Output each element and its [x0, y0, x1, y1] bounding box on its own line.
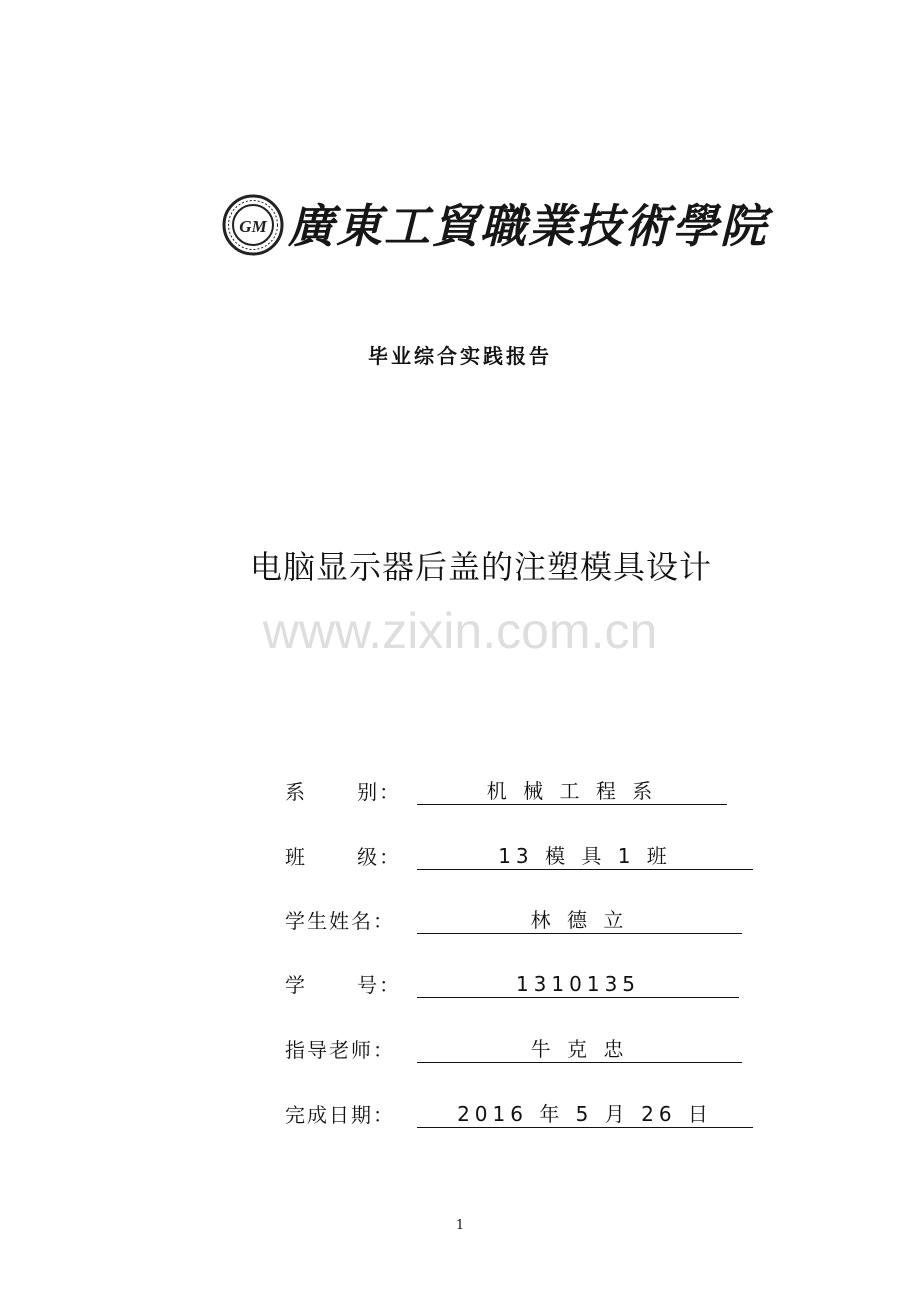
page-number: 1 — [455, 1218, 465, 1233]
class-label: 班 级： — [285, 845, 402, 869]
school-logo — [222, 192, 768, 260]
school-seal-icon — [222, 194, 284, 256]
class-value: 13 模 具 1 班 — [417, 843, 753, 870]
completion-date-value: 2016 年 5 月 26 日 — [417, 1101, 753, 1128]
student-name-value: 林 德 立 — [417, 907, 742, 934]
student-name-label: 学生姓名： — [285, 909, 395, 933]
report-type-heading: 毕业综合实践报告 — [368, 344, 552, 368]
advisor-label: 指导老师： — [285, 1038, 395, 1062]
student-id-label: 学 号： — [285, 973, 402, 997]
watermark: www.zixin.com.cn — [262, 603, 658, 659]
thesis-title: 电脑显示器后盖的注塑模具设计 — [249, 548, 712, 586]
student-id-value: 1310135 — [417, 971, 739, 998]
seal-letters: GM — [239, 217, 267, 236]
completion-date-label: 完成日期： — [285, 1103, 395, 1127]
department-label: 系 别： — [285, 780, 402, 804]
department-value: 机 械 工 程 系 — [417, 778, 727, 805]
advisor-value: 牛 克 忠 — [417, 1036, 742, 1063]
school-name: 廣東工貿職業技術學院 — [288, 199, 768, 253]
